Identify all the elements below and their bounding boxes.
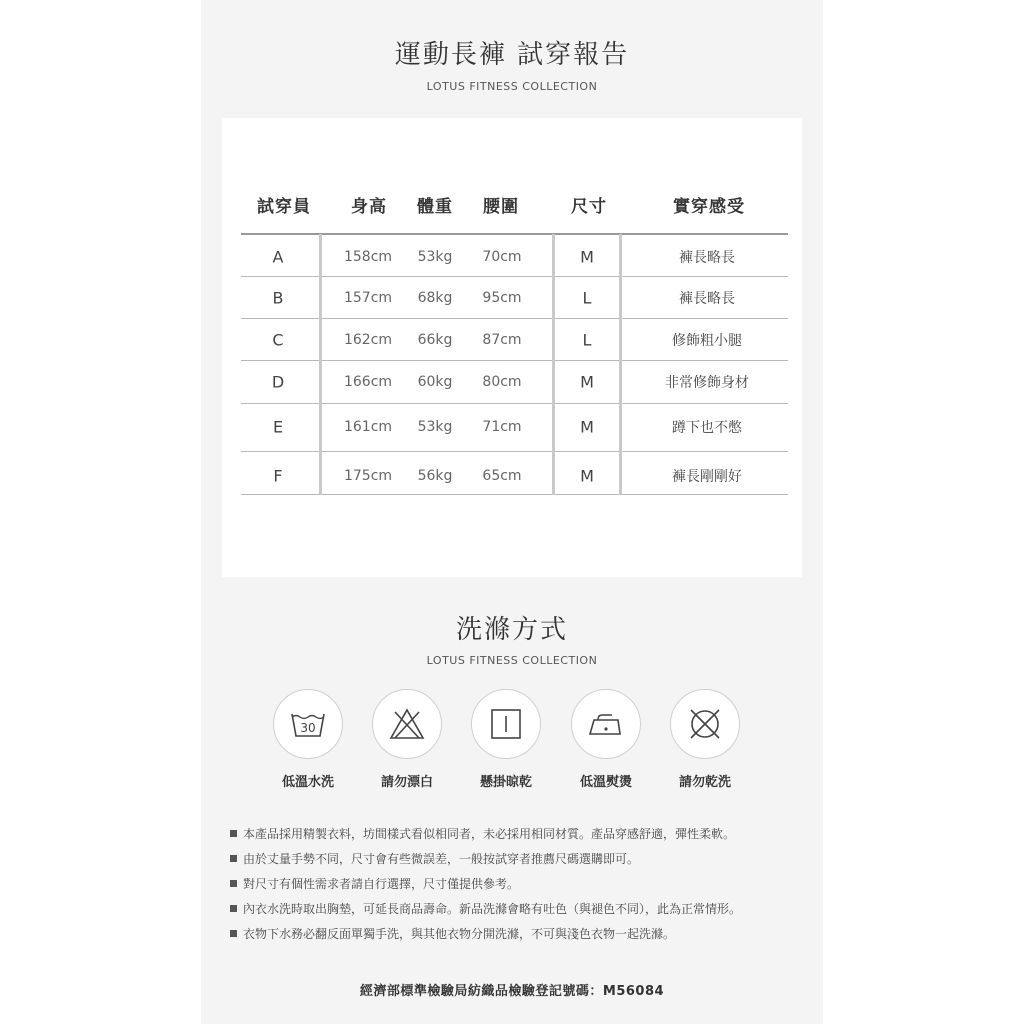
low-iron-icon bbox=[571, 689, 641, 759]
size-value: M bbox=[580, 372, 594, 392]
feeling-value: 褲長略長 bbox=[679, 250, 735, 266]
height-value: 157cm bbox=[343, 290, 393, 306]
size-value: L bbox=[582, 288, 592, 308]
note-text: 由於丈量手勢不同，尺寸會有些微誤差，一般按試穿者推薦尺碼選購即可。 bbox=[243, 852, 640, 866]
bullet-square-icon bbox=[230, 855, 237, 862]
height-value: 162cm bbox=[343, 332, 393, 348]
wash-30-icon bbox=[273, 689, 343, 759]
feeling-value: 褲長略長 bbox=[679, 291, 735, 307]
weight-value: 56kg bbox=[417, 468, 453, 484]
size-value: L bbox=[582, 330, 592, 350]
bullet-square-icon bbox=[230, 880, 237, 887]
feeling-value: 蹲下也不憋 bbox=[672, 420, 742, 436]
header-tester: 試穿員 bbox=[257, 197, 311, 217]
bullet-square-icon bbox=[230, 830, 237, 837]
note-item bbox=[230, 875, 519, 892]
header-height: 身高 bbox=[351, 197, 387, 217]
height-value: 158cm bbox=[343, 249, 393, 265]
size-value: M bbox=[580, 417, 594, 437]
row-divider bbox=[241, 451, 788, 452]
no-bleach-icon bbox=[372, 689, 442, 759]
note-text: 衣物下水務必翻反面單獨手洗，與其他衣物分開洗滌，不可與淺色衣物一起洗滌。 bbox=[243, 927, 676, 941]
note-text: 內衣水洗時取出胸墊，可延長商品壽命。新品洗滌會略有吐色（與褪色不同），此為正常情形。 bbox=[243, 902, 742, 916]
note-text: 對尺寸有個性需求者請自行選擇，尺寸僅提供參考。 bbox=[243, 877, 520, 891]
care-label: 低溫水洗 bbox=[281, 775, 335, 790]
care-label: 請勿漂白 bbox=[380, 775, 434, 790]
waist-value: 80cm bbox=[482, 374, 522, 390]
tester-id: E bbox=[272, 417, 284, 437]
row-divider bbox=[241, 403, 788, 404]
waist-value: 65cm bbox=[482, 468, 522, 484]
header-feeling: 實穿感受 bbox=[673, 197, 745, 217]
weight-value: 53kg bbox=[417, 419, 453, 435]
care-label: 懸掛晾乾 bbox=[479, 775, 533, 790]
column-divider bbox=[319, 234, 322, 495]
row-divider bbox=[241, 360, 788, 361]
tester-id: A bbox=[272, 247, 284, 267]
bullet-square-icon bbox=[230, 905, 237, 912]
feeling-value: 褲長剛剛好 bbox=[672, 469, 742, 485]
tester-id: B bbox=[272, 288, 284, 308]
header-weight: 體重 bbox=[417, 197, 453, 217]
tester-id: F bbox=[273, 466, 283, 486]
column-divider bbox=[619, 234, 622, 495]
no-dry-clean-icon bbox=[670, 689, 740, 759]
feeling-value: 修飾粗小腿 bbox=[672, 333, 742, 349]
note-item bbox=[230, 900, 741, 917]
row-divider bbox=[241, 318, 788, 319]
inspection-registration: 經濟部標準檢驗局紡織品檢驗登記號碼：M56084 bbox=[359, 984, 665, 999]
waist-value: 87cm bbox=[482, 332, 522, 348]
bullet-square-icon bbox=[230, 930, 237, 937]
tester-id: C bbox=[272, 330, 284, 350]
header-waist: 腰圍 bbox=[483, 197, 519, 217]
table-top-rule bbox=[241, 233, 788, 235]
size-value: M bbox=[580, 247, 594, 267]
wash-temp-number: 30 bbox=[300, 721, 316, 735]
care-label: 請勿乾洗 bbox=[678, 775, 732, 790]
size-value: M bbox=[580, 466, 594, 486]
report-subtitle: LOTUS FITNESS COLLECTION bbox=[426, 80, 598, 93]
report-title: 運動長褲 試穿報告 bbox=[394, 40, 630, 70]
height-value: 166cm bbox=[343, 374, 393, 390]
weight-value: 60kg bbox=[417, 374, 453, 390]
feeling-value: 非常修飾身材 bbox=[665, 375, 749, 391]
column-divider bbox=[552, 234, 555, 495]
height-value: 175cm bbox=[343, 468, 393, 484]
note-item bbox=[230, 850, 639, 867]
waist-value: 95cm bbox=[482, 290, 522, 306]
height-value: 161cm bbox=[343, 419, 393, 435]
note-item bbox=[230, 825, 735, 842]
table-bottom-rule bbox=[241, 494, 788, 495]
care-label: 低溫熨燙 bbox=[579, 775, 633, 790]
row-divider bbox=[241, 276, 788, 277]
hang-dry-icon bbox=[471, 689, 541, 759]
wash-title: 洗滌方式 bbox=[455, 615, 568, 645]
note-text: 本產品採用精製衣料，坊間樣式看似相同者，未必採用相同材質。產品穿感舒適，彈性柔軟。 bbox=[243, 827, 736, 841]
header-size: 尺寸 bbox=[571, 197, 607, 217]
weight-value: 68kg bbox=[417, 290, 453, 306]
wash-subtitle: LOTUS FITNESS COLLECTION bbox=[426, 654, 598, 667]
content-panel bbox=[201, 0, 823, 1024]
note-item bbox=[230, 925, 675, 942]
waist-value: 71cm bbox=[482, 419, 522, 435]
weight-value: 66kg bbox=[417, 332, 453, 348]
weight-value: 53kg bbox=[417, 249, 453, 265]
tester-id: D bbox=[271, 372, 285, 392]
waist-value: 70cm bbox=[482, 249, 522, 265]
